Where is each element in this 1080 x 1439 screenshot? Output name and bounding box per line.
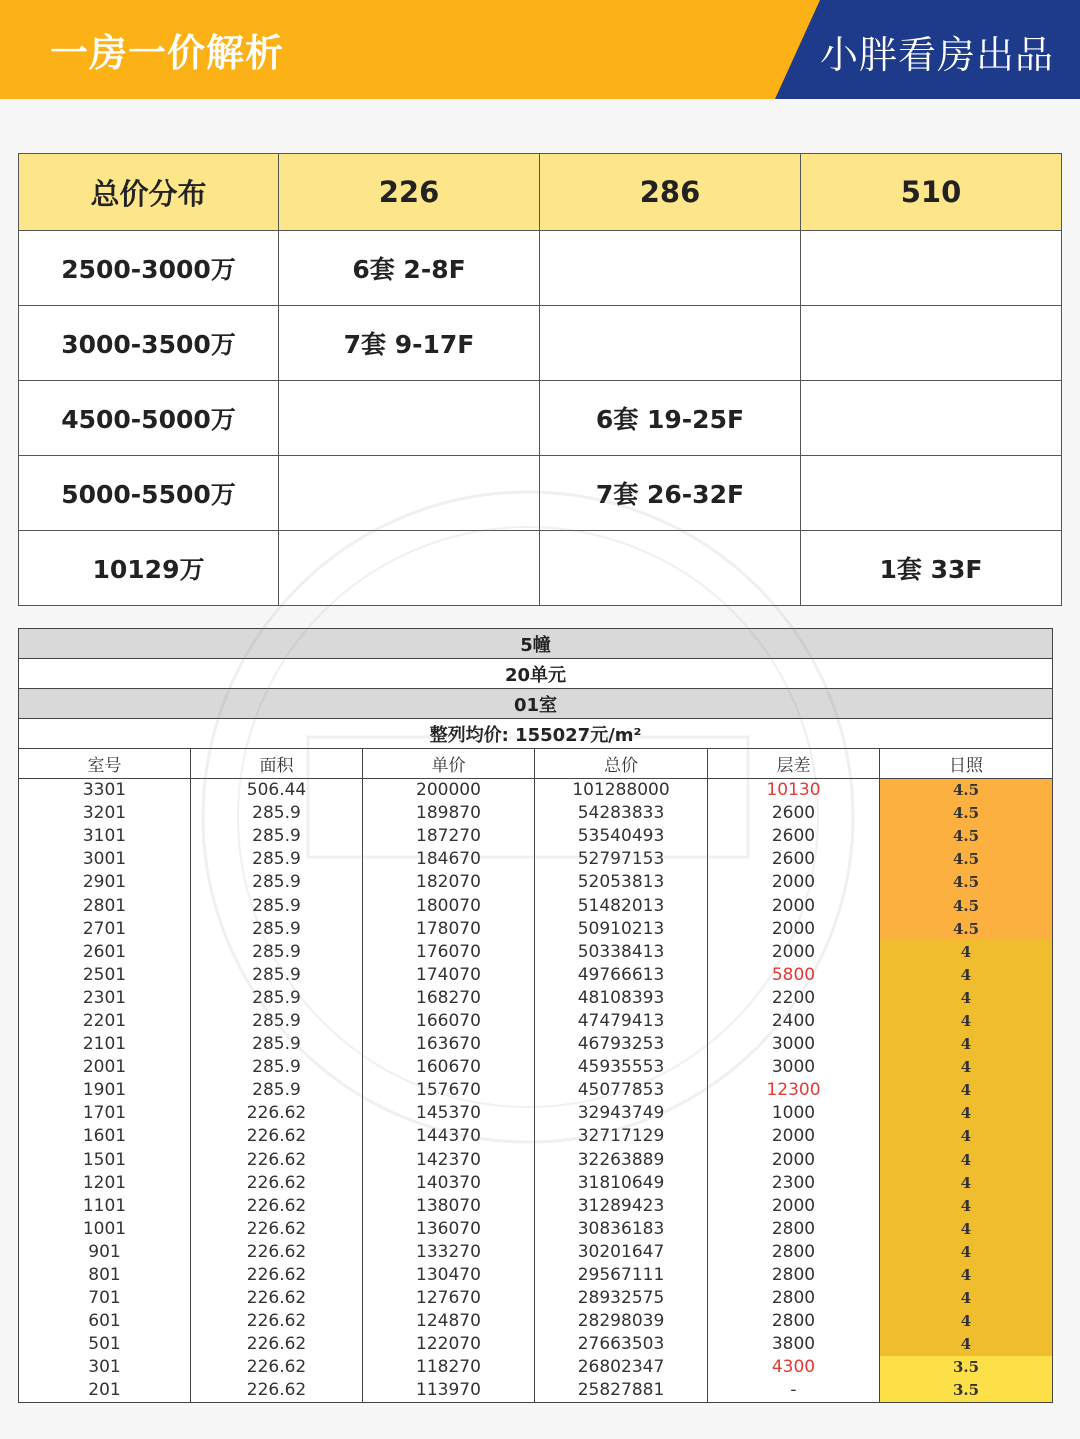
floor-diff-cell: 4300: [708, 1356, 880, 1379]
room-number-cell: 601: [19, 1310, 191, 1333]
unit-price-cell: 180070: [363, 894, 535, 917]
sunlight-cell: 4: [880, 1102, 1053, 1125]
detail-body: [19, 779, 1053, 1403]
summary-body: [19, 231, 1062, 606]
table-row: [19, 848, 1053, 871]
room-number-cell: 2101: [19, 1033, 191, 1056]
unit-price-cell: 136070: [363, 1217, 535, 1240]
total-price-cell: 101288000: [535, 779, 708, 802]
table-row: [19, 825, 1053, 848]
sunlight-cell: 4: [880, 1171, 1053, 1194]
unit-price-cell: 174070: [363, 963, 535, 986]
unit-count-cell: 7套 26-32F: [540, 456, 801, 531]
area-cell: 226.62: [191, 1125, 363, 1148]
total-price-cell: 32717129: [535, 1125, 708, 1148]
unit-count-cell: [279, 456, 540, 531]
sunlight-cell: 4: [880, 1056, 1053, 1079]
unit-count-cell: [540, 531, 801, 606]
area-cell: 285.9: [191, 1033, 363, 1056]
unit-count-cell: [801, 381, 1062, 456]
sunlight-cell: 4: [880, 986, 1053, 1009]
total-price-cell: 48108393: [535, 986, 708, 1009]
table-row: [19, 1148, 1053, 1171]
floor-diff-cell: 3000: [708, 1033, 880, 1056]
price-range-cell: 10129万: [19, 531, 279, 606]
total-price-cell: 45935553: [535, 1056, 708, 1079]
unit-price-cell: 113970: [363, 1379, 535, 1402]
summary-row: [19, 381, 1062, 456]
price-range-cell: 2500-3000万: [19, 231, 279, 306]
room-number-cell: 2001: [19, 1056, 191, 1079]
room-type-label: 01室: [19, 689, 1053, 719]
sunlight-cell: 4: [880, 1194, 1053, 1217]
table-row: [19, 1217, 1053, 1240]
room-number-cell: 2801: [19, 894, 191, 917]
floor-diff-cell: 2800: [708, 1240, 880, 1263]
table-row: [19, 1079, 1053, 1102]
column-header: 日照: [880, 749, 1053, 779]
unit-price-cell: 176070: [363, 940, 535, 963]
room-number-cell: 1701: [19, 1102, 191, 1125]
unit-price-cell: 187270: [363, 825, 535, 848]
total-price-cell: 30201647: [535, 1240, 708, 1263]
sunlight-cell: 3.5: [880, 1356, 1053, 1379]
room-number-cell: 301: [19, 1356, 191, 1379]
floor-diff-cell: 2000: [708, 917, 880, 940]
floor-diff-cell: 2200: [708, 986, 880, 1009]
table-row: [19, 894, 1053, 917]
unit-count-cell: [801, 456, 1062, 531]
summary-header-cell: 226: [279, 154, 540, 231]
table-row: [19, 1240, 1053, 1263]
floor-diff-cell: 2600: [708, 802, 880, 825]
room-number-cell: 2201: [19, 1009, 191, 1032]
floor-diff-cell: 2000: [708, 1125, 880, 1148]
sunlight-cell: 4: [880, 1148, 1053, 1171]
area-cell: 226.62: [191, 1287, 363, 1310]
table-row: [19, 871, 1053, 894]
room-number-cell: 3101: [19, 825, 191, 848]
floor-diff-cell: 2600: [708, 825, 880, 848]
area-cell: 226.62: [191, 1148, 363, 1171]
floor-diff-cell: 2000: [708, 940, 880, 963]
sunlight-cell: 4: [880, 940, 1053, 963]
total-price-cell: 31289423: [535, 1194, 708, 1217]
room-number-cell: 901: [19, 1240, 191, 1263]
summary-header-row: [19, 154, 1062, 231]
sunlight-cell: 4.5: [880, 917, 1053, 940]
sunlight-cell: 4.5: [880, 894, 1053, 917]
floor-diff-cell: 10130: [708, 779, 880, 802]
sunlight-cell: 4: [880, 1217, 1053, 1240]
unit-price-cell: 127670: [363, 1287, 535, 1310]
price-range-cell: 4500-5000万: [19, 381, 279, 456]
table-row: [19, 986, 1053, 1009]
unit-price-cell: 130470: [363, 1263, 535, 1286]
unit-count-cell: [801, 231, 1062, 306]
room-number-cell: 2601: [19, 940, 191, 963]
unit-price-cell: 122070: [363, 1333, 535, 1356]
unit-price-cell: 200000: [363, 779, 535, 802]
sunlight-cell: 4: [880, 1333, 1053, 1356]
table-row: [19, 1287, 1053, 1310]
unit-count-cell: 1套 33F: [801, 531, 1062, 606]
unit-price-cell: 166070: [363, 1009, 535, 1032]
table-row: [19, 1333, 1053, 1356]
area-cell: 226.62: [191, 1171, 363, 1194]
table-row: [19, 1171, 1053, 1194]
floor-diff-cell: 2800: [708, 1217, 880, 1240]
table-row: [19, 1310, 1053, 1333]
table-row: [19, 917, 1053, 940]
room-number-cell: 1901: [19, 1079, 191, 1102]
table-row: [19, 963, 1053, 986]
area-cell: 226.62: [191, 1310, 363, 1333]
unit-count-cell: 6套 19-25F: [540, 381, 801, 456]
summary-row: [19, 531, 1062, 606]
unit-price-cell: 160670: [363, 1056, 535, 1079]
sunlight-cell: 4: [880, 1033, 1053, 1056]
unit-price-cell: 140370: [363, 1171, 535, 1194]
unit-count-cell: [279, 531, 540, 606]
room-number-cell: 801: [19, 1263, 191, 1286]
floor-diff-cell: 2000: [708, 1148, 880, 1171]
total-price-cell: 31810649: [535, 1171, 708, 1194]
area-cell: 226.62: [191, 1356, 363, 1379]
floor-diff-cell: -: [708, 1379, 880, 1402]
room-number-cell: 3301: [19, 779, 191, 802]
unit-price-table: [18, 628, 1053, 1403]
price-distribution-table: [18, 153, 1062, 606]
price-range-cell: 3000-3500万: [19, 306, 279, 381]
area-cell: 226.62: [191, 1217, 363, 1240]
column-header: 总价: [535, 749, 708, 779]
area-cell: 285.9: [191, 1056, 363, 1079]
area-cell: 226.62: [191, 1194, 363, 1217]
total-price-cell: 49766613: [535, 963, 708, 986]
total-price-cell: 50910213: [535, 917, 708, 940]
total-price-cell: 51482013: [535, 894, 708, 917]
area-cell: 285.9: [191, 848, 363, 871]
unit-price-cell: 133270: [363, 1240, 535, 1263]
total-price-cell: 45077853: [535, 1079, 708, 1102]
table-row: [19, 1379, 1053, 1402]
price-range-cell: 5000-5500万: [19, 456, 279, 531]
unit-price-cell: 138070: [363, 1194, 535, 1217]
area-cell: 285.9: [191, 871, 363, 894]
total-price-cell: 52797153: [535, 848, 708, 871]
table-row: [19, 779, 1053, 802]
area-cell: 226.62: [191, 1379, 363, 1402]
total-price-cell: 25827881: [535, 1379, 708, 1402]
room-number-cell: 201: [19, 1379, 191, 1402]
sunlight-cell: 4: [880, 1079, 1053, 1102]
page-title: 一房一价解析: [50, 31, 285, 75]
sunlight-cell: 4.5: [880, 779, 1053, 802]
area-cell: 285.9: [191, 1079, 363, 1102]
column-header: 单价: [363, 749, 535, 779]
room-number-cell: 2901: [19, 871, 191, 894]
area-cell: 285.9: [191, 917, 363, 940]
unit-price-cell: 184670: [363, 848, 535, 871]
room-number-cell: 1101: [19, 1194, 191, 1217]
brand-label: 小胖看房出品: [819, 33, 1054, 77]
unit-price-cell: 178070: [363, 917, 535, 940]
unit-price-cell: 124870: [363, 1310, 535, 1333]
sunlight-cell: 4: [880, 1263, 1053, 1286]
floor-diff-cell: 2000: [708, 871, 880, 894]
total-price-cell: 27663503: [535, 1333, 708, 1356]
average-price-label: 整列均价: 155027元/m²: [19, 719, 1053, 749]
unit-label: 20单元: [19, 659, 1053, 689]
sunlight-cell: 4: [880, 963, 1053, 986]
total-price-cell: 50338413: [535, 940, 708, 963]
area-cell: 226.62: [191, 1263, 363, 1286]
table-row: [19, 1263, 1053, 1286]
room-number-cell: 1201: [19, 1171, 191, 1194]
total-price-cell: 26802347: [535, 1356, 708, 1379]
total-price-cell: 32943749: [535, 1102, 708, 1125]
area-cell: 226.62: [191, 1333, 363, 1356]
summary-header-cell: 总价分布: [19, 154, 279, 231]
area-cell: 285.9: [191, 802, 363, 825]
summary-row: [19, 231, 1062, 306]
floor-diff-cell: 2600: [708, 848, 880, 871]
area-cell: 285.9: [191, 940, 363, 963]
sunlight-cell: 3.5: [880, 1379, 1053, 1402]
area-cell: 285.9: [191, 894, 363, 917]
floor-diff-cell: 12300: [708, 1079, 880, 1102]
room-number-cell: 701: [19, 1287, 191, 1310]
total-price-cell: 46793253: [535, 1033, 708, 1056]
total-price-cell: 29567111: [535, 1263, 708, 1286]
sunlight-cell: 4: [880, 1009, 1053, 1032]
table-row: [19, 1056, 1053, 1079]
total-price-cell: 28298039: [535, 1310, 708, 1333]
unit-row: [19, 659, 1053, 689]
room-number-cell: 2301: [19, 986, 191, 1009]
floor-diff-cell: 3000: [708, 1056, 880, 1079]
summary-row: [19, 306, 1062, 381]
unit-count-cell: 6套 2-8F: [279, 231, 540, 306]
total-price-cell: 47479413: [535, 1009, 708, 1032]
area-cell: 506.44: [191, 779, 363, 802]
floor-diff-cell: 2000: [708, 894, 880, 917]
sunlight-cell: 4.5: [880, 825, 1053, 848]
area-cell: 285.9: [191, 1009, 363, 1032]
summary-header-cell: 510: [801, 154, 1062, 231]
floor-diff-cell: 3800: [708, 1333, 880, 1356]
unit-price-cell: 142370: [363, 1148, 535, 1171]
unit-price-cell: 145370: [363, 1102, 535, 1125]
unit-price-cell: 118270: [363, 1356, 535, 1379]
room-number-cell: 1501: [19, 1148, 191, 1171]
building-row: [19, 629, 1053, 659]
unit-price-cell: 168270: [363, 986, 535, 1009]
unit-price-cell: 157670: [363, 1079, 535, 1102]
unit-count-cell: [279, 381, 540, 456]
total-price-cell: 52053813: [535, 871, 708, 894]
table-row: [19, 1009, 1053, 1032]
floor-diff-cell: 2300: [708, 1171, 880, 1194]
area-cell: 285.9: [191, 825, 363, 848]
total-price-cell: 54283833: [535, 802, 708, 825]
area-cell: 226.62: [191, 1240, 363, 1263]
area-cell: 226.62: [191, 1102, 363, 1125]
column-header: 层差: [708, 749, 880, 779]
area-cell: 285.9: [191, 963, 363, 986]
total-price-cell: 53540493: [535, 825, 708, 848]
room-number-cell: 1001: [19, 1217, 191, 1240]
unit-count-cell: [801, 306, 1062, 381]
floor-diff-cell: 2800: [708, 1263, 880, 1286]
average-price-row: [19, 719, 1053, 749]
sunlight-cell: 4: [880, 1125, 1053, 1148]
floor-diff-cell: 2800: [708, 1287, 880, 1310]
sunlight-cell: 4: [880, 1287, 1053, 1310]
header-banner: [0, 0, 1080, 99]
floor-diff-cell: 2400: [708, 1009, 880, 1032]
summary-header-cell: 286: [540, 154, 801, 231]
table-row: [19, 802, 1053, 825]
sunlight-cell: 4.5: [880, 871, 1053, 894]
total-price-cell: 32263889: [535, 1148, 708, 1171]
room-type-row: [19, 689, 1053, 719]
unit-price-cell: 163670: [363, 1033, 535, 1056]
column-header-row: [19, 749, 1053, 779]
unit-price-cell: 189870: [363, 802, 535, 825]
floor-diff-cell: 1000: [708, 1102, 880, 1125]
room-number-cell: 2501: [19, 963, 191, 986]
unit-count-cell: [540, 306, 801, 381]
sunlight-cell: 4.5: [880, 802, 1053, 825]
sunlight-cell: 4: [880, 1240, 1053, 1263]
table-row: [19, 1356, 1053, 1379]
total-price-cell: 30836183: [535, 1217, 708, 1240]
table-row: [19, 1033, 1053, 1056]
room-number-cell: 501: [19, 1333, 191, 1356]
unit-price-cell: 144370: [363, 1125, 535, 1148]
room-number-cell: 2701: [19, 917, 191, 940]
table-row: [19, 1125, 1053, 1148]
column-header: 面积: [191, 749, 363, 779]
room-number-cell: 3001: [19, 848, 191, 871]
summary-row: [19, 456, 1062, 531]
sunlight-cell: 4.5: [880, 848, 1053, 871]
room-number-cell: 3201: [19, 802, 191, 825]
sunlight-cell: 4: [880, 1310, 1053, 1333]
floor-diff-cell: 2000: [708, 1194, 880, 1217]
floor-diff-cell: 2800: [708, 1310, 880, 1333]
building-label: 5幢: [19, 629, 1053, 659]
area-cell: 285.9: [191, 986, 363, 1009]
unit-price-cell: 182070: [363, 871, 535, 894]
table-row: [19, 940, 1053, 963]
total-price-cell: 28932575: [535, 1287, 708, 1310]
table-row: [19, 1102, 1053, 1125]
unit-count-cell: 7套 9-17F: [279, 306, 540, 381]
floor-diff-cell: 5800: [708, 963, 880, 986]
table-row: [19, 1194, 1053, 1217]
column-header: 室号: [19, 749, 191, 779]
room-number-cell: 1601: [19, 1125, 191, 1148]
unit-count-cell: [540, 231, 801, 306]
